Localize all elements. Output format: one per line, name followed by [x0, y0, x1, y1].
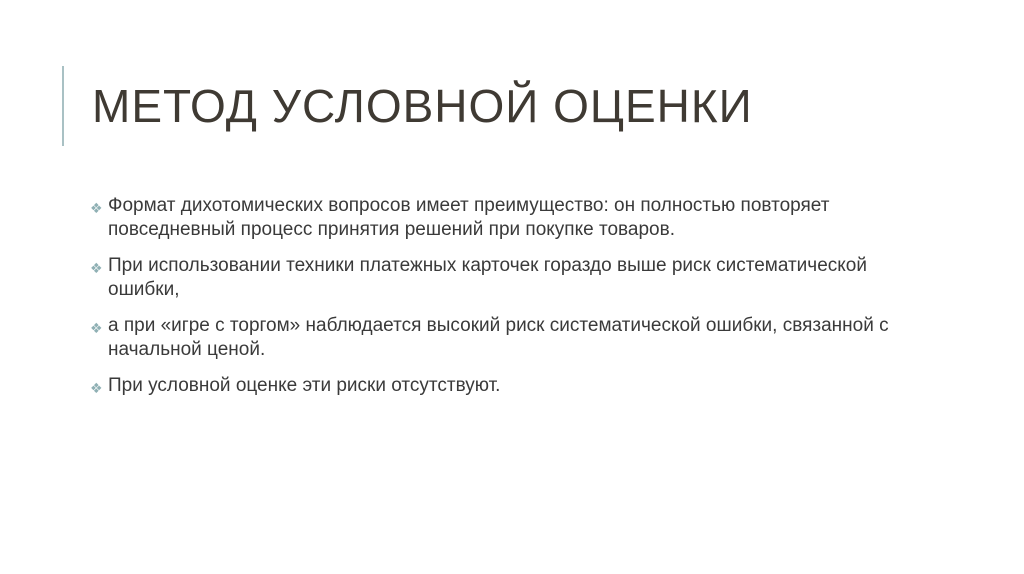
bullet-item — [90, 254, 910, 302]
bullet-item — [90, 194, 910, 242]
bullet-item — [90, 314, 910, 362]
diamond-bullet-icon: ❖ — [90, 380, 103, 396]
diamond-bullet-icon: ❖ — [90, 200, 103, 216]
title-accent-bar — [62, 66, 64, 146]
bullet-text: Формат дихотомических вопросов имеет преимущество: он полностью повторяет повседневный процесс принятия решений при покупке товаров. — [108, 195, 830, 240]
bullet-text: При использовании техники платежных карточек гораздо выше риск систематической ошибки, — [108, 255, 867, 300]
bullet-text: При условной оценке эти риски отсутствуют. — [108, 375, 501, 396]
diamond-bullet-icon: ❖ — [90, 260, 103, 276]
bullet-text: а при «игре с торгом» наблюдается высокий риск систематической ошибки, связанной с начальной ценой. — [108, 315, 889, 360]
slide-title: МЕТОД УСЛОВНОЙ ОЦЕНКИ — [92, 80, 753, 132]
bullet-list — [90, 194, 910, 412]
bullet-item — [90, 374, 910, 400]
diamond-bullet-icon: ❖ — [90, 320, 103, 336]
